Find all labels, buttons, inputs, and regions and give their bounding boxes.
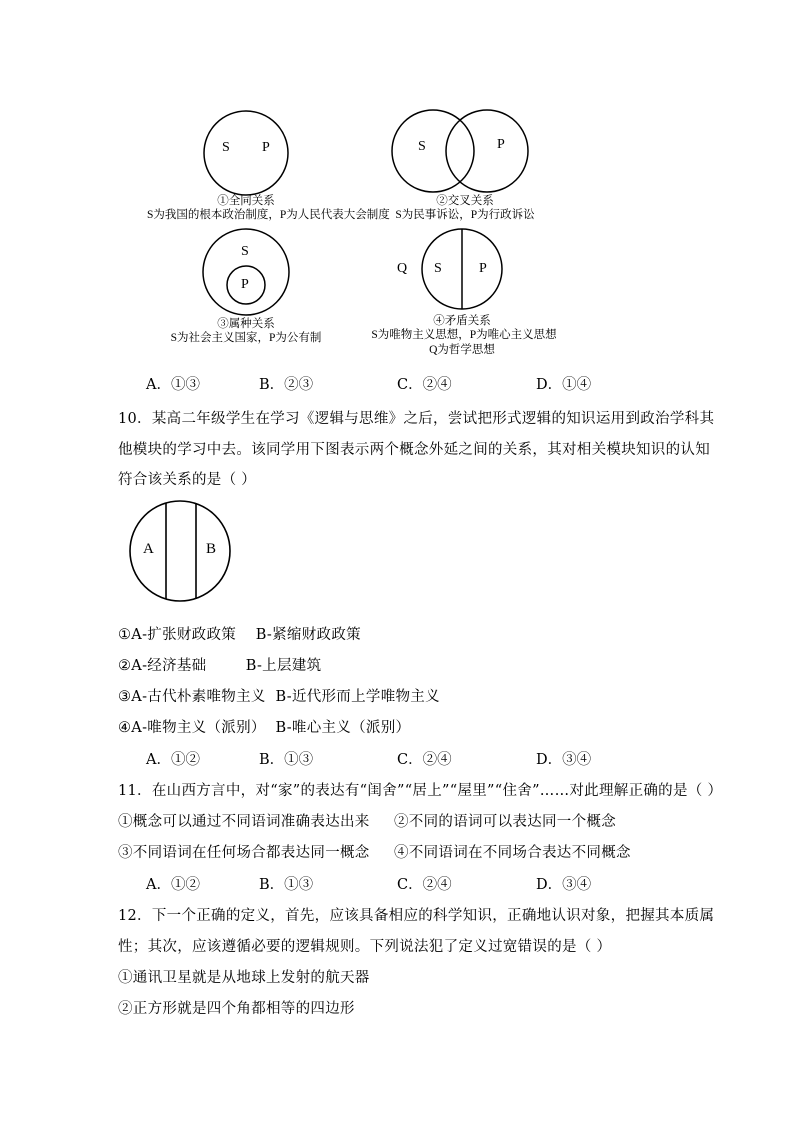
q11-item-2: ②不同的语词可以表达同一个概念: [394, 814, 616, 830]
q10-item-4: ④A-唯物主义（派别） B-唯心主义（派别）: [118, 720, 411, 736]
d4-caption: ④矛盾关系: [433, 315, 491, 327]
q11-item-4: ④不同语词在不同场合表达不同概念: [394, 845, 631, 861]
d4-description-q: Q为哲学思想: [429, 344, 495, 356]
d2-caption: ②交叉关系: [436, 195, 494, 207]
d4-s-label: S: [434, 261, 442, 276]
d4-p-label: P: [479, 261, 487, 276]
d3-p-label: P: [241, 277, 249, 292]
q9-option-d[interactable]: D．①④: [536, 377, 592, 393]
q11-stem: 11．在山西方言中，对“家”的表达有“闺舍”“居上”“屋里”“住舍”……对此理解正确的是（ ）: [118, 783, 723, 799]
q10-stem-line-2: 他模块的学习中去。该同学用下图表示两个概念外延之间的关系，其对相关模块知识的认知: [118, 442, 710, 458]
q10-item-2: ②A-经济基础 B-上层建筑: [118, 658, 322, 674]
d3-description: S为社会主义国家，P为公有制: [170, 332, 322, 344]
d1-s-label: S: [222, 140, 230, 155]
genus-circle: [203, 229, 289, 315]
q9-option-b[interactable]: B．②③: [259, 377, 314, 393]
q11-option-b[interactable]: B．①③: [259, 877, 314, 893]
q10-diagram-a-label: A: [143, 541, 154, 557]
d2-description: S为民事诉讼，P为行政诉讼: [395, 209, 535, 221]
intersection-circle-p: [446, 110, 528, 192]
d1-p-label: P: [262, 140, 270, 155]
q10-option-c[interactable]: C．②④: [397, 752, 452, 768]
q12-stem-line-2: 性；其次，应该遵循必要的逻辑规则。下列说法犯了定义过宽错误的是（ ）: [118, 939, 612, 955]
q12-item-2: ②正方形就是四个角都相等的四边形: [118, 1001, 355, 1017]
d3-caption: ③属种关系: [217, 318, 275, 330]
q11-option-a[interactable]: A．①②: [146, 877, 200, 893]
q11-option-d[interactable]: D．③④: [536, 877, 592, 893]
d1-caption: ①全同关系: [217, 195, 275, 207]
intersection-circle-s: [392, 110, 474, 192]
q11-option-c[interactable]: C．②④: [397, 877, 452, 893]
q10-diagram-b-label: B: [206, 541, 217, 557]
q10-option-d[interactable]: D．③④: [536, 752, 592, 768]
q12-stem-line-1: 12．下一个正确的定义，首先，应该具备相应的科学知识，正确地认识对象，把握其本质属: [118, 908, 715, 924]
d3-s-label: S: [241, 244, 249, 259]
q11-item-3: ③不同语词在任何场合都表达同一概念: [118, 845, 370, 861]
d4-q-label: Q: [397, 261, 408, 276]
d1-description: S为我国的根本政治制度，P为人民代表大会制度: [147, 209, 390, 221]
q10-stem-line-1: 10．某高二年级学生在学习《逻辑与思维》之后，尝试把形式逻辑的知识运用到政治学科其: [118, 411, 715, 427]
q9-option-a[interactable]: A．①③: [146, 377, 200, 393]
d4-description: S为唯物主义思想，P为唯心主义思想: [371, 329, 557, 341]
q10-item-3: ③A-古代朴素唯物主义 B-近代形而上学唯物主义: [118, 689, 440, 705]
q10-stem-line-3: 符合该关系的是（ ）: [118, 472, 257, 488]
q12-item-1: ①通讯卫星就是从地球上发射的航天器: [118, 970, 370, 986]
d2-p-label: P: [497, 137, 505, 152]
d2-s-label: S: [418, 139, 426, 154]
identity-circle: [204, 111, 288, 195]
q10-option-b[interactable]: B．①③: [259, 752, 314, 768]
q11-item-1: ①概念可以通过不同语词准确表达出来: [118, 814, 370, 830]
q10-item-1: ①A-扩张财政政策 B-紧缩财政政策: [118, 627, 361, 643]
q9-option-c[interactable]: C．②④: [397, 377, 452, 393]
q10-option-a[interactable]: A．①②: [146, 752, 200, 768]
